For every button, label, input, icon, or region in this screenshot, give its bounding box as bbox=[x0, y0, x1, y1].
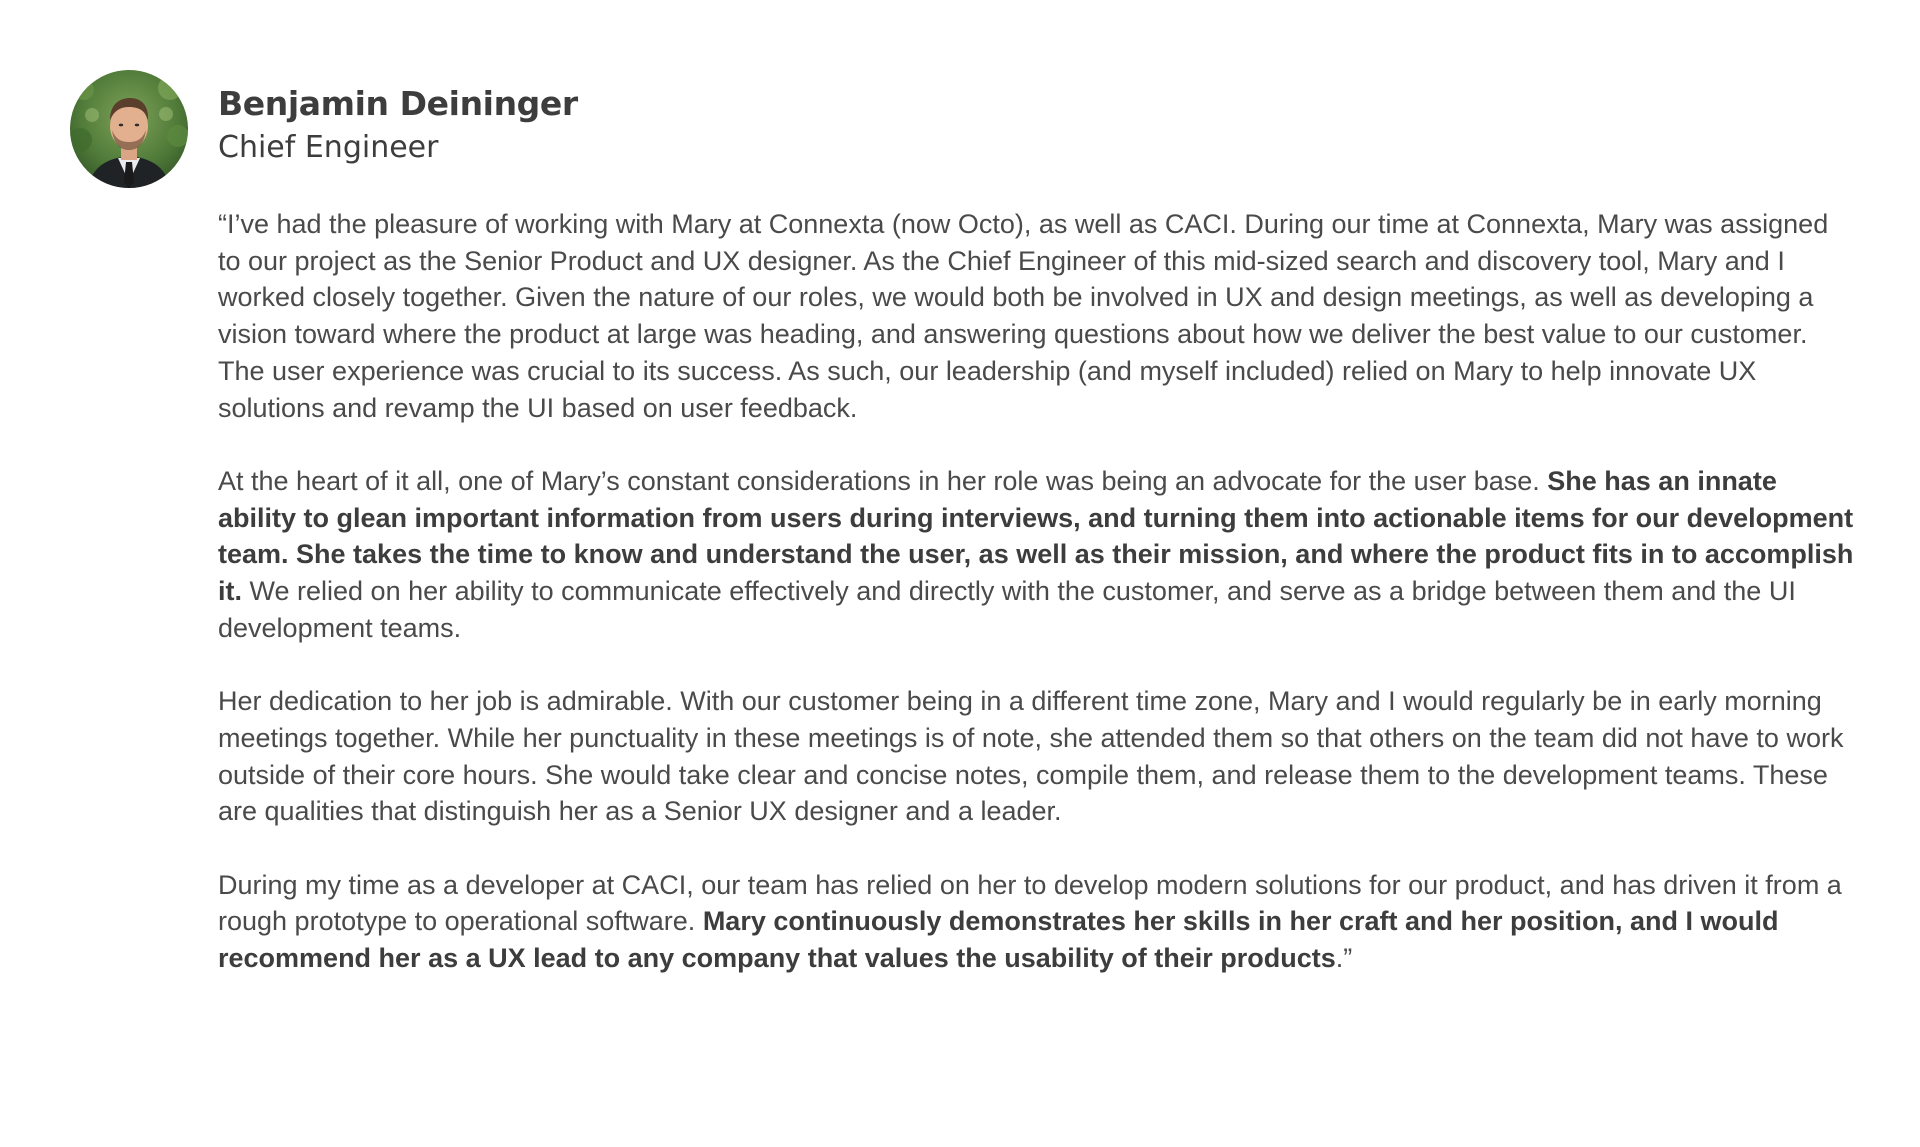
paragraph-4-text-b: .” bbox=[1335, 943, 1353, 974]
paragraph-4-highlight: Mary continuously demonstrates her skills in her craft and her position, and I would recommend her as a UX lead to any company that values the usability of their products bbox=[218, 906, 1779, 974]
testimonial-paragraph-4 bbox=[218, 867, 1858, 977]
author-header bbox=[218, 84, 578, 166]
avatar bbox=[70, 70, 188, 188]
author-role: Chief Engineer bbox=[218, 129, 439, 165]
paragraph-4-text-a: During my time as a developer at CACI, our team has relied on her to develop modern solutions for our product, and has driven it from a rough prototype to operational software. bbox=[218, 869, 1842, 937]
testimonial-paragraph-2 bbox=[218, 463, 1858, 647]
testimonial-paragraph-3: Her dedication to her job is admirable. With our customer being in a different time zone, Mary and I would regularly be in early morning meetings together. While her punctuality in these meetings is of note, she attended them so that others on the team did not have to work outside of their core hours. She would take clear and concise notes, compile them, and release them to the development teams. These are qualities that distinguish her as a Senior UX designer and a leader. bbox=[218, 686, 1844, 827]
testimonial-body bbox=[218, 206, 1858, 1013]
testimonial-paragraph-1: “I’ve had the pleasure of working with Mary at Connexta (now Octo), as well as CACI. During our time at Connexta, Mary was assigned to our project as the Senior Product and UX designer. As the Chief Engineer of this mid-sized search and discovery tool, Mary and I worked closely together. Given the nature of our roles, we would both be involved in UX and design meetings, as well as developing a vision toward where the product at large was heading, and answering questions about how we deliver the best value to our customer. The user experience was crucial to its success. As such, our leadership (and myself included) relied on Mary to help innovate UX solutions and revamp the UI based on user feedback. bbox=[218, 209, 1829, 423]
paragraph-2-text-a: At the heart of it all, one of Mary’s constant considerations in her role was being an advocate for the user base. bbox=[218, 465, 1548, 496]
author-name: Benjamin Deininger bbox=[218, 84, 578, 123]
paragraph-2-text-b: We relied on her ability to communicate effectively and directly with the customer, and serve as a bridge between them and the UI development teams. bbox=[218, 576, 1796, 643]
paragraph-2-highlight: She has an innate ability to glean important information from users during interviews, and turning them into actionable items for our development team. She takes the time to know and understand the user, as well as their mission, and where the product fits in to accomplish it. bbox=[218, 465, 1854, 607]
person-photo-icon bbox=[70, 70, 188, 188]
